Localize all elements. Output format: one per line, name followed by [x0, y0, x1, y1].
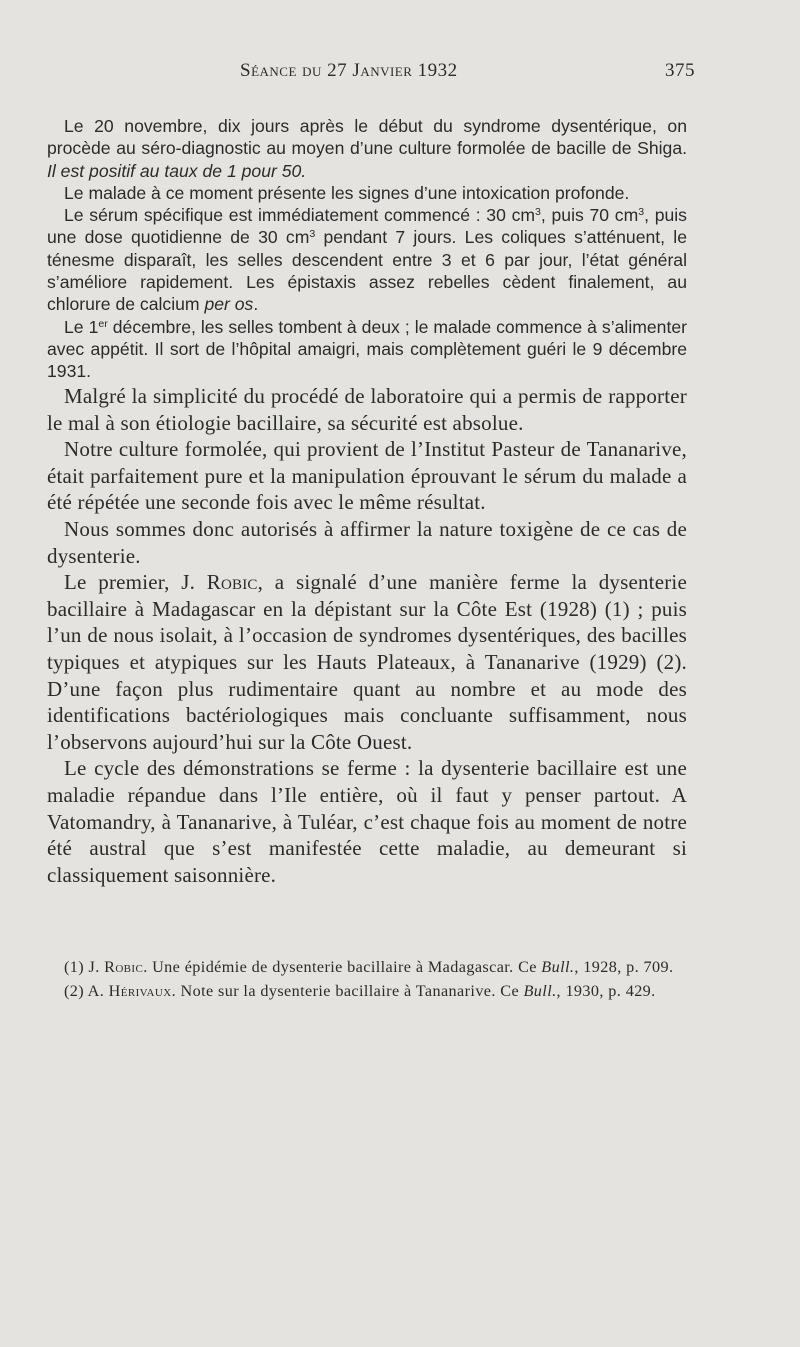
running-title: Séance du 27 Janvier 1932 — [240, 60, 458, 81]
author-name: Robic — [206, 570, 258, 595]
discussion-paragraph-4: Le premier, J. Robic, a signalé d’une manière ferme la dysenterie bacillaire à Madagascar en la dépistant sur la Côte Est (1928) (1) ; puis l’un de nous isolait, à l’occasion de syndromes dysentériques, des bacilles typiques et atypiques sur les Hauts Plateaux, à Tananarive (1929) (2). D’une façon plus rudimentaire quant au nombre et au mode des identifications bactériologiques mais concluante suffisamment, nous l’observons aujourd’hui sur la Côte Ouest. — [47, 570, 687, 754]
case-paragraph-serodiagnosis: Le 20 novembre, dix jours après le début du syndrome dysentérique, on procède au séro-diagnostic au moyen d’une culture formolée de bacille de Shiga. Il est positif au taux de 1 pour 50. — [47, 116, 687, 181]
discussion-paragraph-2: Notre culture formolée, qui provient de l’Institut Pasteur de Tananarive, était parfaitement pure et la manipulation éprouvant le sérum du malade a été répétée une seconde fois avec le même résultat. — [47, 437, 687, 515]
discussion-paragraph-5: Le cycle des démonstrations se ferme : la dysenterie bacillaire est une maladie répandue dans l’Ile entière, où il faut y penser partout. A Vatomandry, à Tananarive, à Tuléar, c’est chaque fois au moment de notre été austral que s’est manifestée cette maladie, au demeurant si classiquement saisonnière. — [47, 756, 687, 887]
case-paragraph-recovery: Le 1er décembre, les selles tombent à deux ; le malade commence à s’alimenter avec appétit. Il sort de l’hôpital amaigri, mais complètement guéri le 9 décembre 1931. — [47, 316, 687, 382]
running-header — [240, 60, 695, 82]
discussion-body — [47, 383, 687, 888]
page-number: 375 — [665, 60, 695, 81]
footnotes — [47, 955, 687, 1003]
serodiagnosis-result: Il est positif au taux de 1 pour 50. — [47, 160, 307, 181]
footnote-1: (1) J. Robic. Une épidémie de dysenterie bacillaire à Madagascar. Ce Bull., 1928, p. 709. — [64, 958, 674, 976]
discussion-paragraph-1: Malgré la simplicité du procédé de laboratoire qui a permis de rapporter le mal à son étiologie bacillaire, sa sécurité est absolue. — [47, 384, 687, 435]
case-paragraph-treatment: Le sérum spécifique est immédiatement commencé : 30 $cm^3$, puis 70 $cm^3$, puis une dose quotidienne de 30 $cm^3$ pendant 7 jours. Les coliques s’atténuent, le ténesme disparaît, les selles descendent entre 3 et 6 par jour, l’état général s’améliore rapidement. Les épistaxis assez rebelles cèdent finalement, au chlorure de calcium per os. — [47, 205, 687, 315]
case-report — [47, 115, 687, 383]
discussion-paragraph-3: Nous sommes donc autorisés à affirmer la nature toxigène de ce cas de dysenterie. — [47, 516, 687, 568]
per-os-term: per os — [204, 294, 254, 315]
case-paragraph-intoxication: Le malade à ce moment présente les signes d’une intoxication profonde. — [64, 182, 630, 203]
footnote-2: (2) A. Hérivaux. Note sur la dysenterie bacillaire à Tananarive. Ce Bull., 1930, p. 429. — [64, 982, 656, 1000]
